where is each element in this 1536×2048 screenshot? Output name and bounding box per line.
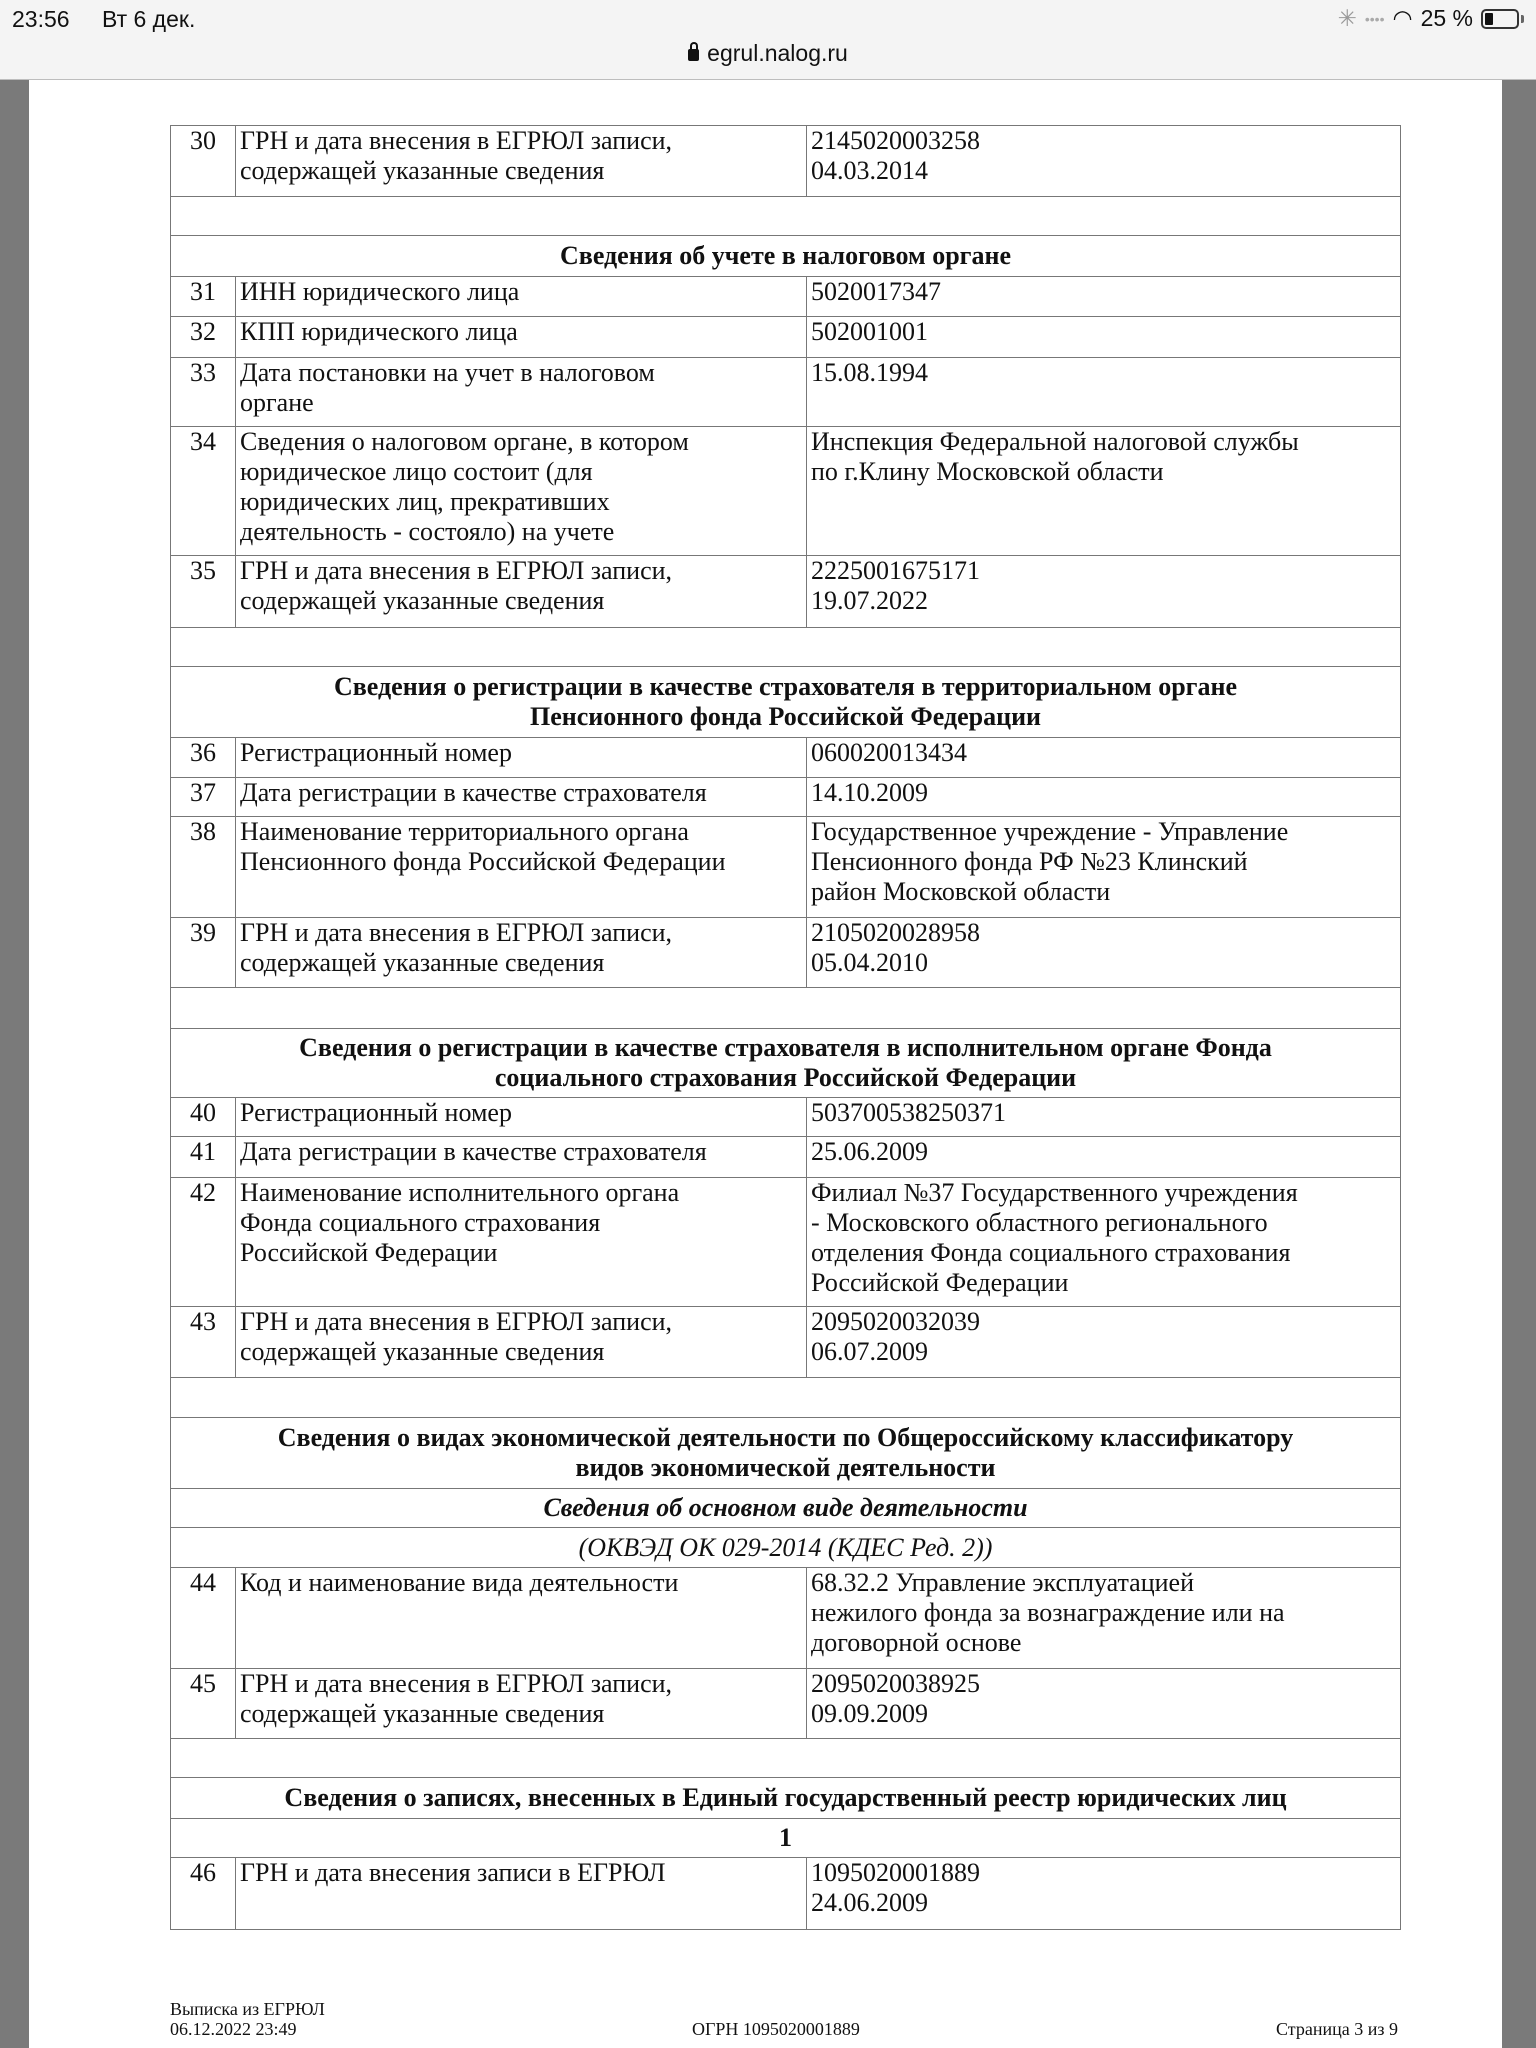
table-row — [171, 918, 1401, 988]
url-text: egrul.nalog.ru — [707, 40, 848, 66]
row-number: 31 — [171, 277, 236, 317]
footer-page-number: Страница 3 из 9 — [1276, 2019, 1398, 2039]
row-value: 25.06.2009 — [807, 1137, 1401, 1178]
table-row — [171, 1858, 1401, 1930]
row-number: 32 — [171, 317, 236, 358]
row-value: 2095020038925 09.09.2009 — [807, 1669, 1401, 1739]
battery-percent: 25 % — [1420, 5, 1473, 31]
blank-cell — [171, 628, 1401, 667]
row-value: 68.32.2 Управление эксплуатацией нежилого фонда за вознаграждение или на договорной основе — [807, 1568, 1401, 1669]
footer-ogrn: ОГРН 1095020001889 — [692, 2019, 860, 2039]
blank-cell — [171, 1378, 1401, 1418]
table-row — [171, 358, 1401, 427]
row-number: 39 — [171, 918, 236, 988]
battery-icon — [1481, 9, 1519, 29]
status-icons — [1338, 5, 1524, 32]
row-number: 35 — [171, 556, 236, 628]
table-row — [171, 1098, 1401, 1137]
table-row — [171, 1568, 1401, 1669]
section-header: (ОКВЭД ОК 029-2014 (КДЕС Ред. 2)) — [171, 1528, 1401, 1568]
row-number: 42 — [171, 1178, 236, 1307]
table-row — [171, 126, 1401, 197]
row-value: Государственное учреждение - Управление Пенсионного фонда РФ №23 Клинский район Московской области — [807, 817, 1401, 918]
row-number: 36 — [171, 738, 236, 778]
row-number: 38 — [171, 817, 236, 918]
row-label: Сведения о налоговом органе, в котором юридическое лицо состоит (для юридических лиц, прекративших деятельность - состояло) на учете — [236, 427, 807, 556]
row-number: 33 — [171, 358, 236, 427]
section-header: Сведения об учете в налоговом органе — [171, 236, 1401, 277]
section-header-row — [171, 667, 1401, 738]
document-page — [29, 80, 1502, 2048]
table-row — [171, 1307, 1401, 1378]
blank-cell — [171, 197, 1401, 236]
egrul-table — [170, 125, 1401, 1930]
row-label: Код и наименование вида деятельности — [236, 1568, 807, 1669]
row-value: 15.08.1994 — [807, 358, 1401, 427]
row-label: Регистрационный номер — [236, 1098, 807, 1137]
lock-icon — [688, 49, 699, 61]
signal-icon: •••• — [1364, 10, 1385, 27]
row-label: ИНН юридического лица — [236, 277, 807, 317]
blank-row — [171, 197, 1401, 236]
section-header: Сведения о регистрации в качестве страхователя в исполнительном органе Фонда социального страхования Российской Федерации — [171, 1029, 1401, 1098]
row-value: 2145020003258 04.03.2014 — [807, 126, 1401, 197]
row-label: ГРН и дата внесения записи в ЕГРЮЛ — [236, 1858, 807, 1930]
section-header-row — [171, 1489, 1401, 1528]
row-label: Дата регистрации в качестве страхователя — [236, 778, 807, 817]
blank-row — [171, 628, 1401, 667]
row-number: 46 — [171, 1858, 236, 1930]
row-number: 37 — [171, 778, 236, 817]
table-row — [171, 277, 1401, 317]
row-label: ГРН и дата внесения в ЕГРЮЛ записи, содержащей указанные сведения — [236, 126, 807, 197]
row-value: 2225001675171 19.07.2022 — [807, 556, 1401, 628]
section-header: Сведения о регистрации в качестве страхователя в территориальном органе Пенсионного фонда Российской Федерации — [171, 667, 1401, 738]
blank-row — [171, 1739, 1401, 1778]
section-header-row — [171, 236, 1401, 277]
blank-row — [171, 988, 1401, 1029]
section-header: Сведения о записях, внесенных в Единый государственный реестр юридических лиц — [171, 1778, 1401, 1819]
blank-row — [171, 1378, 1401, 1418]
table-row — [171, 1137, 1401, 1178]
section-header-row — [171, 1819, 1401, 1858]
row-value: 2105020028958 05.04.2010 — [807, 918, 1401, 988]
table-row — [171, 738, 1401, 778]
table-row — [171, 1178, 1401, 1307]
footer-left — [170, 1999, 325, 2039]
loading-icon: ✳ — [1337, 5, 1357, 31]
table-row — [171, 778, 1401, 817]
row-label: ГРН и дата внесения в ЕГРЮЛ записи, содержащей указанные сведения — [236, 1307, 807, 1378]
section-header-row — [171, 1418, 1401, 1489]
section-header: Сведения об основном виде деятельности — [171, 1489, 1401, 1528]
row-value: 2095020032039 06.07.2009 — [807, 1307, 1401, 1378]
row-number: 40 — [171, 1098, 236, 1137]
footer-datetime: 06.12.2022 23:49 — [170, 2019, 297, 2039]
date: Вт 6 дек. — [102, 6, 196, 32]
section-header: 1 — [171, 1819, 1401, 1858]
table-row — [171, 817, 1401, 918]
table-row — [171, 317, 1401, 358]
footer-doc-title: Выписка из ЕГРЮЛ — [170, 1999, 325, 2019]
row-value: 14.10.2009 — [807, 778, 1401, 817]
section-header: Сведения о видах экономической деятельности по Общероссийскому классификатору видов экономической деятельности — [171, 1418, 1401, 1489]
blank-cell — [171, 988, 1401, 1029]
table-row — [171, 427, 1401, 556]
table-row — [171, 556, 1401, 628]
row-label: Регистрационный номер — [236, 738, 807, 778]
row-value: Филиал №37 Государственного учреждения - Московского областного регионального отделения Фонда социального страхования Российской Федерации — [807, 1178, 1401, 1307]
row-number: 34 — [171, 427, 236, 556]
row-label: Наименование исполнительного органа Фонда социального страхования Российской Федерации — [236, 1178, 807, 1307]
address-bar[interactable] — [0, 40, 1536, 67]
row-label: ГРН и дата внесения в ЕГРЮЛ записи, содержащей указанные сведения — [236, 556, 807, 628]
section-header-row — [171, 1778, 1401, 1819]
row-label: Наименование территориального органа Пенсионного фонда Российской Федерации — [236, 817, 807, 918]
row-label: Дата регистрации в качестве страхователя — [236, 1137, 807, 1178]
section-header-row — [171, 1528, 1401, 1568]
row-number: 30 — [171, 126, 236, 197]
clock: 23:56 — [12, 6, 70, 32]
row-value: 5020017347 — [807, 277, 1401, 317]
row-number: 41 — [171, 1137, 236, 1178]
row-value: 503700538250371 — [807, 1098, 1401, 1137]
row-label: Дата постановки на учет в налоговом органе — [236, 358, 807, 427]
row-value: 502001001 — [807, 317, 1401, 358]
table-row — [171, 1669, 1401, 1739]
row-number: 44 — [171, 1568, 236, 1669]
section-header-row — [171, 1029, 1401, 1098]
row-number: 45 — [171, 1669, 236, 1739]
row-label: ГРН и дата внесения в ЕГРЮЛ записи, содержащей указанные сведения — [236, 918, 807, 988]
row-value: 060020013434 — [807, 738, 1401, 778]
row-label: ГРН и дата внесения в ЕГРЮЛ записи, содержащей указанные сведения — [236, 1669, 807, 1739]
status-bar — [0, 0, 1536, 80]
wifi-icon: ◠ — [1392, 5, 1413, 31]
row-label: КПП юридического лица — [236, 317, 807, 358]
row-value: Инспекция Федеральной налоговой службы по г.Клину Московской области — [807, 427, 1401, 556]
row-value: 1095020001889 24.06.2009 — [807, 1858, 1401, 1930]
blank-cell — [171, 1739, 1401, 1778]
row-number: 43 — [171, 1307, 236, 1378]
